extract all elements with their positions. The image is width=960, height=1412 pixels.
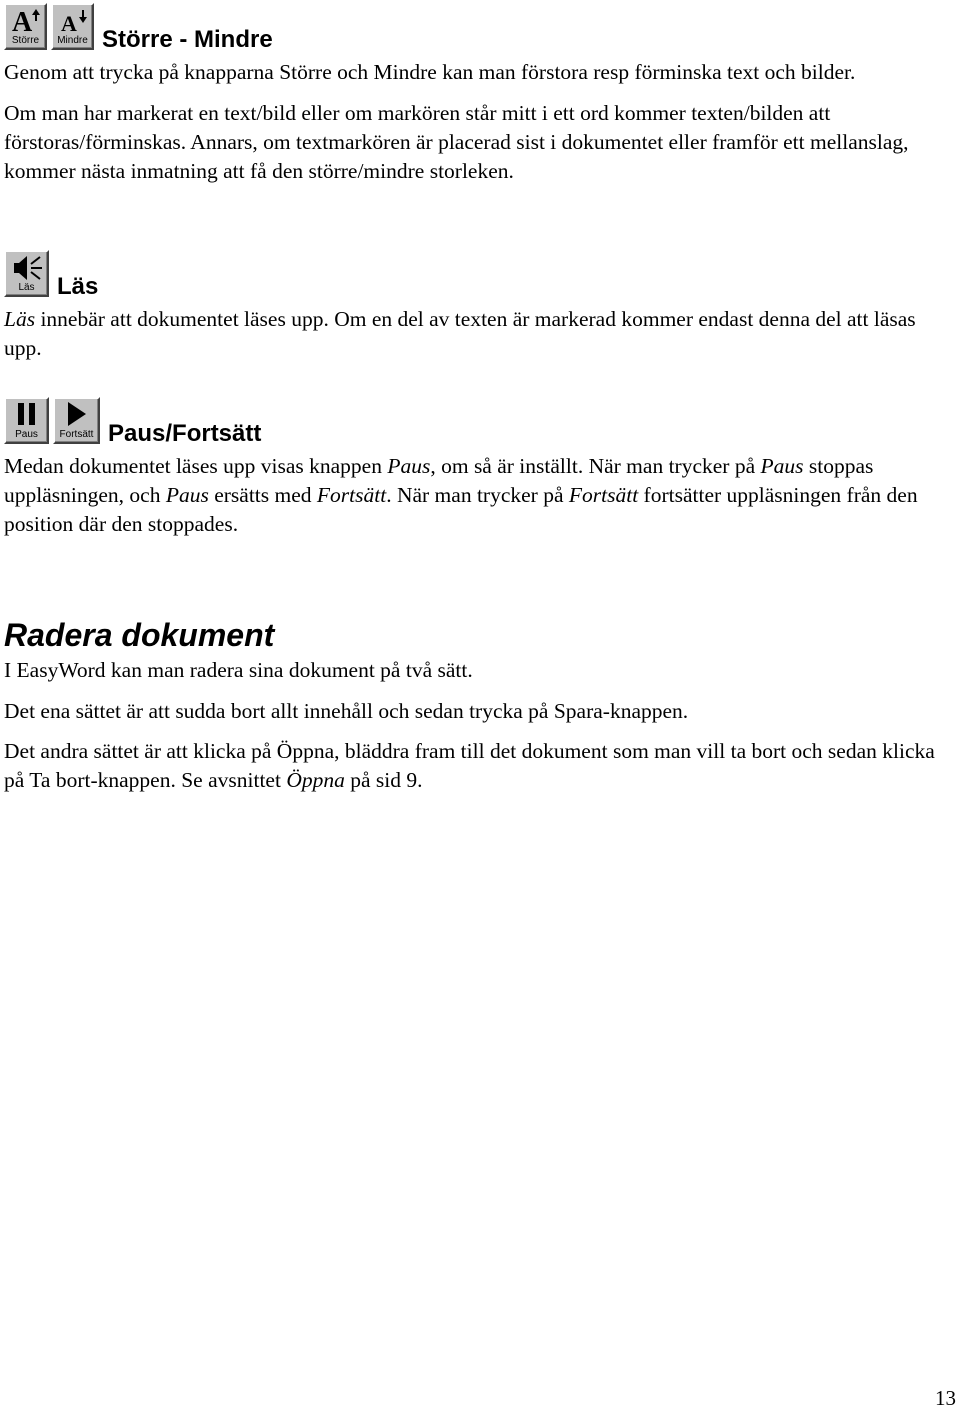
paus-t5: . När man trycker på	[386, 483, 569, 507]
las-header	[4, 250, 99, 300]
las-p1-em: Läs	[4, 307, 36, 331]
svg-text:A: A	[12, 7, 33, 35]
paus-t4: ersätts med	[208, 483, 317, 507]
paus-e1: Paus	[387, 454, 431, 478]
las-p1-text: innebär att dokumentet läses upp. Om en del av texten är markerad kommer endast denna del att läsas upp.	[4, 307, 916, 360]
radera-p3-a: Det andra sättet är att klicka på Öppna, bläddra fram till det dokument som man vill ta bort och sedan klicka på Ta bort-knappen. Se avsnittet	[4, 739, 935, 792]
speaker-icon	[6, 252, 47, 284]
paus-body	[4, 452, 956, 539]
pause-icon	[6, 399, 47, 431]
text-smaller-icon	[53, 5, 92, 35]
play-icon	[55, 399, 98, 431]
mindre-button	[51, 3, 94, 50]
paus-t6: fortsätter uppläsningen från den position där den stoppades.	[4, 483, 918, 536]
paus-t3: stoppas uppläsningen, och	[4, 454, 874, 507]
storre-mindre-p1: Genom att trycka på knapparna Större och Mindre kan man förstora resp förminska text och bilder.	[4, 60, 856, 84]
storre-label: Större	[11, 35, 40, 46]
heading-radera-dokument: Radera dokument	[4, 617, 275, 653]
las-label: Läs	[18, 282, 35, 293]
paus-e3: Paus	[165, 483, 209, 507]
svg-text:A: A	[61, 11, 77, 35]
storre-button	[4, 3, 47, 50]
page-number: 13	[935, 1386, 956, 1410]
radera-body	[4, 656, 956, 795]
paus-e5: Fortsätt	[568, 483, 639, 507]
radera-p1: I EasyWord kan man radera sina dokument på två sätt.	[4, 658, 473, 682]
radera-p3	[4, 737, 956, 795]
paus-e2: Paus	[760, 454, 804, 478]
las-p1	[4, 305, 956, 363]
las-button	[4, 250, 49, 297]
paus-button	[4, 397, 49, 444]
storre-mindre-p2: Om man har markerat en text/bild eller om markören står mitt i ett ord kommer texten/bilden att förstoras/förminskas. Annars, om textmarkören är placerad sist i dokumentet eller framför ett mellanslag, kommer nästa inmatning att få den större/mindre storleken.	[4, 101, 909, 183]
fortsatt-label: Fortsätt	[59, 429, 94, 440]
paus-e4: Fortsätt	[316, 483, 387, 507]
text-larger-icon	[6, 5, 45, 35]
radera-p3-em: Öppna	[286, 768, 345, 792]
heading-las: Läs	[57, 273, 99, 300]
radera-p2: Det ena sättet är att sudda bort allt innehåll och sedan trycka på Spara-knappen.	[4, 699, 689, 723]
paus-label: Paus	[15, 429, 38, 440]
paus-header	[4, 397, 262, 447]
radera-p3-b: på sid 9.	[344, 768, 423, 792]
storre-mindre-header	[4, 3, 273, 53]
fortsatt-button	[53, 397, 100, 444]
paus-t2: , om så är inställt. När man trycker på	[430, 454, 761, 478]
paus-p1	[4, 452, 956, 539]
heading-storre-mindre: Större - Mindre	[102, 26, 273, 53]
paus-t1: Medan dokumentet läses upp visas knappen	[4, 454, 388, 478]
las-body	[4, 305, 956, 363]
storre-mindre-body	[4, 58, 956, 186]
mindre-label: Mindre	[57, 35, 88, 46]
heading-paus: Paus/Fortsätt	[108, 420, 262, 447]
